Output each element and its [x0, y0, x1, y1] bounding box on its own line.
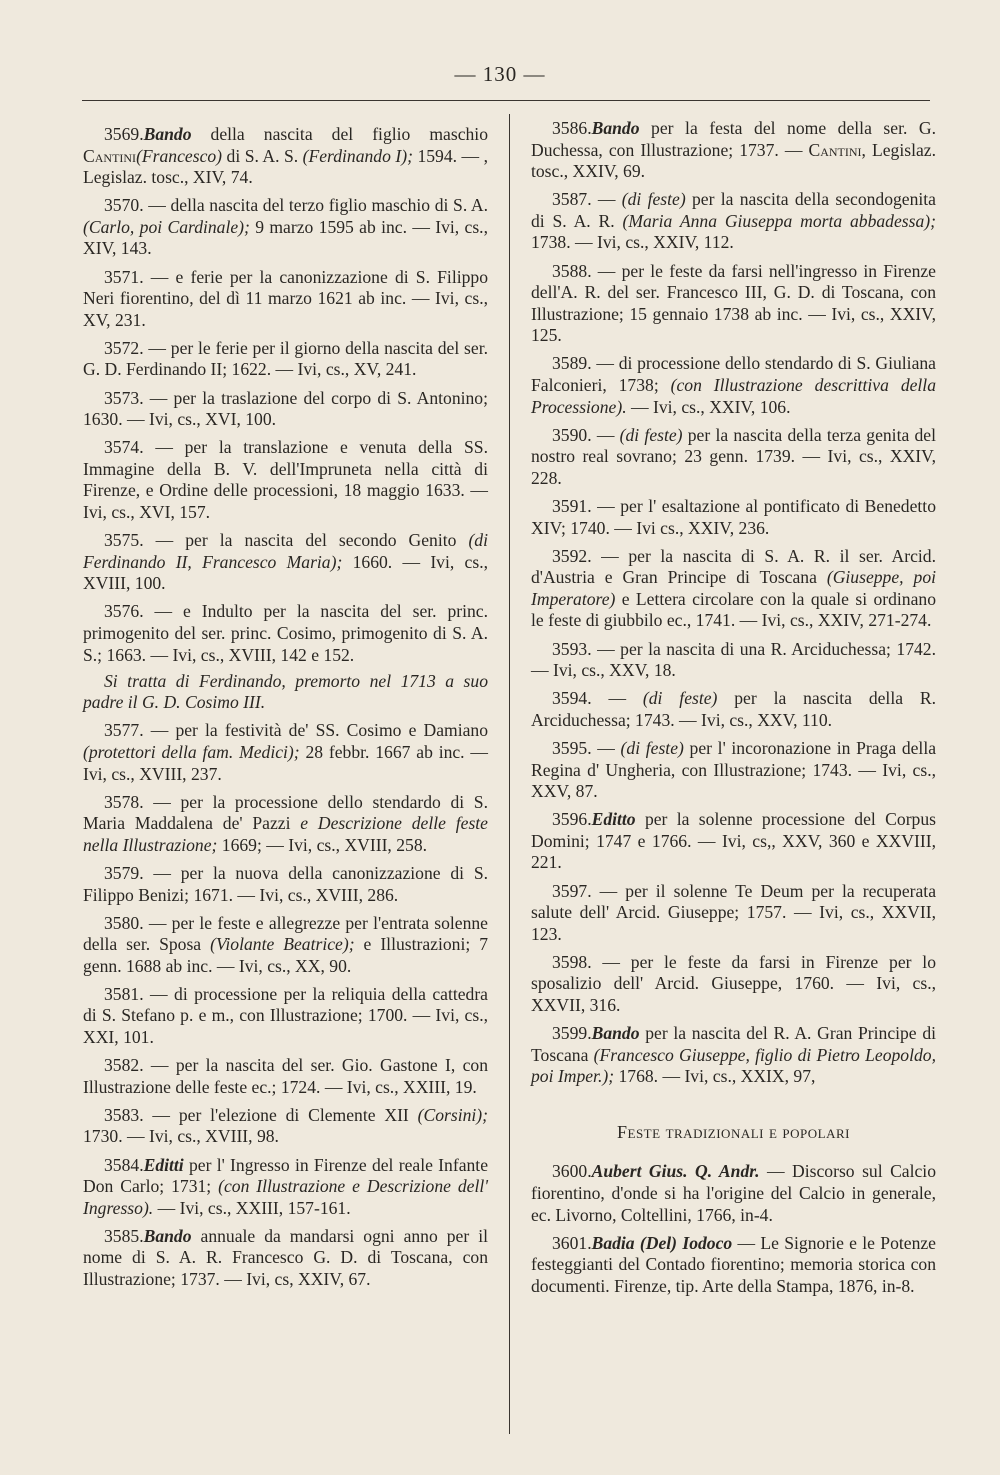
bibliography-entry [531, 738, 936, 803]
entry-number: 3587. [552, 189, 592, 210]
entry-text: — per l' esaltazione al pontificato di Benedetto XIV; 1740. — Ivi cs., XXIV, 236. [531, 496, 936, 538]
bibliography-entry [531, 353, 936, 418]
entry-note: Si tratta di Ferdinando, premorto nel 1713 a suo padre il G. D. Cosimo III. [83, 670, 488, 713]
entry-number: 3592. [552, 545, 592, 566]
entry-text: per la nascita della secondogenita di S. A. R. [531, 189, 936, 231]
entry-text: — [591, 688, 643, 709]
entry-text: di S. A. S. [222, 145, 303, 166]
entry-text: — per la festività de' SS. Cosimo e Damiano [143, 720, 488, 741]
entry-number: 3598. [552, 951, 592, 972]
entry-number: 3578. [104, 791, 144, 812]
entry-text: — per la nascita del ser. Gio. Gastone I, con Illustrazione delle feste ec.; 1724. — Ivi, cs., XXIII, 19. [83, 1055, 488, 1097]
entry-text: 1669; — Ivi, cs., XVIII, 258. [217, 834, 428, 855]
bibliography-entry [531, 881, 936, 946]
entry-text: — [591, 189, 622, 210]
entry-text: 1594. — [412, 145, 484, 166]
entry-number: 3571. [104, 266, 144, 287]
bibliography-entry [83, 388, 488, 431]
entry-text: — per la traslazione del corpo di S. Antonino; 1630. — Ivi, cs., XVI, 100. [83, 387, 488, 430]
entry-text: , Legislaz. tosc., XXIV, 69. [531, 139, 936, 182]
bibliography-entry [531, 639, 936, 682]
bibliography-entry [83, 195, 488, 260]
entry-text: 9 marzo 1595 ab inc. — Ivi, cs., XIV, 143. [83, 216, 488, 259]
entry-text: 1738. — Ivi, cs., XXIV, 112. [531, 232, 734, 253]
entry-heading: Editto [591, 809, 636, 830]
entry-number: 3597. [552, 880, 592, 901]
entry-number: 3593. [552, 638, 592, 659]
entry-text: annuale da mandarsi ogni anno per il nome di S. A. R. Francesco G. D. di Toscana, con Illustrazione; 1737. — Ivi, cs, XXIV, 67. [83, 1225, 488, 1289]
bibliography-entry [83, 984, 488, 1049]
entry-number: 3569. [104, 124, 144, 144]
entry-text: — per le feste e allegrezze per l'entrata solenne della ser. Sposa [83, 912, 488, 955]
entry-text: — di processione dello stendardo di S. Giuliana Falconieri, 1738; [531, 353, 936, 396]
entry-text: per la solenne processione del Corpus Domini; 1747 e 1766. — Ivi, cs,, XXV, 360 e XXVIII, 221. [531, 809, 936, 873]
entry-title: (con Illustrazione e Descrizione dell' Ingresso). [83, 1176, 488, 1218]
entry-number: 3581. [104, 983, 144, 1004]
bibliography-entry [83, 1226, 488, 1291]
entry-author: Cantini [83, 145, 137, 166]
entry-text: e Illustrazioni; 7 genn. 1688 ab inc. — Ivi, cs., XX, 90. [83, 934, 488, 976]
bibliography-entry [83, 267, 488, 332]
entry-author: Cantini [808, 139, 862, 160]
entry-text: per l' incoronazione in Praga della Regina d' Ungheria, con Illustrazione; 1743. — Ivi, cs., XXV, 87. [531, 737, 937, 802]
entry-text: 1730. — Ivi, cs., XVIII, 98. [83, 1126, 279, 1147]
entry-text: — per l'elezione di Clemente XII [143, 1104, 418, 1125]
entry-number: 3590. [552, 424, 592, 445]
entry-title: (di Ferdinando II, Francesco Maria); [83, 530, 488, 572]
entry-text: — e ferie per la canonizzazione di S. Filippo Neri fiorentino, del dì 11 marzo 1621 ab inc. — Ivi, cs., XV, 231. [83, 266, 488, 330]
right-column [531, 118, 936, 1304]
entry-number: 3600. [552, 1161, 592, 1182]
entry-text: — Le Signorie e le Potenze festeggianti del Contado fiorentino; memoria storica con documenti. Firenze, tip. Arte della Stampa, 1876, in-8. [531, 1232, 936, 1296]
entry-text: — di processione per la reliquia della cattedra di S. Stefano p. e m., con Illustrazione; 1700. — Ivi, cs., XXI, 101. [83, 983, 488, 1048]
entry-text: per l' Ingresso in Firenze del reale Infante Don Carlo; 1731; [83, 1154, 488, 1197]
entry-number: 3574. [104, 437, 144, 458]
bibliography-entry [83, 913, 488, 978]
entry-text: — per la nascita di una R. Arciduchessa; 1742. — Ivi, cs., XXV, 18. [531, 638, 936, 681]
entry-text: — Discorso sul Calcio fiorentino, d'onde si ha l'origine del Calcio in generale, ec. Livorno, Coltellini, 1766, in-4. [531, 1161, 936, 1225]
section-heading: Feste tradizionali e popolari [617, 1121, 850, 1142]
entry-text: — per le feste da farsi nell'ingresso in Firenze dell'A. R. del ser. Francesco III, G. D. di Toscana, con Illustrazione; 15 gennaio 1738 ab inc. — Ivi, cs., XXIV, 125. [531, 260, 936, 346]
bibliography-entry [531, 546, 936, 632]
entry-number: 3580. [104, 912, 144, 933]
entry-number: 3576. [104, 601, 144, 622]
entry-number: 3591. [552, 496, 592, 516]
bibliography-entry [531, 1023, 936, 1088]
entry-number: 3572. [104, 337, 144, 358]
entry-number: 3573. [104, 387, 144, 408]
entry-number: 3596. [552, 809, 592, 830]
entry-text: — Ivi, cs., XXIV, 106. [626, 396, 791, 417]
entry-number: 3595. [552, 737, 592, 758]
entry-heading: Bando [591, 118, 640, 138]
entry-title: (di feste) [619, 424, 683, 445]
bibliography-entry [83, 530, 488, 595]
column-divider [509, 114, 510, 1434]
entry-title: (Carlo, poi Cardinale); [83, 216, 250, 237]
entry-number: 3585. [104, 1225, 144, 1246]
entry-title: (protettori della fam. Medici); [83, 741, 300, 762]
entry-title: (Francesco) [136, 145, 223, 166]
entry-text: — Ivi, cs., XXIII, 157-161. [153, 1197, 351, 1218]
entry-title: (Giuseppe, poi Imperatore) [531, 567, 937, 609]
entry-text: — per la translazione e venuta della SS. Immagine della B. V. dell'Impruneta nella città di Firenze, e Ordine delle processioni, 18 maggio 1633. — Ivi, cs., XVI, 157. [83, 437, 488, 522]
right-column-entries-after-heading [531, 1161, 936, 1297]
entry-text: 1660. — Ivi, cs., XVIII, 100. [83, 551, 488, 594]
left-column [83, 124, 488, 1297]
bibliography-entry [83, 1055, 488, 1098]
bibliography-entry [83, 720, 488, 785]
bibliography-entry [83, 437, 488, 523]
bibliography-entry [83, 338, 488, 381]
bibliography-entry [83, 1105, 488, 1148]
bibliography-entry [83, 124, 488, 189]
entry-title: (Maria Anna Giuseppa morta abbadessa); [622, 210, 936, 231]
entry-title: (Ferdinando I); [302, 145, 413, 166]
entry-number: 3583. [104, 1104, 144, 1125]
entry-text: — per la nascita di S. A. R. il ser. Arcid. d'Austria e Gran Principe di Toscana [531, 545, 936, 588]
entry-title: (con Illustrazione descrittiva della Processione). [531, 375, 936, 417]
entry-text: 28 febbr. 1667 ab inc. — Ivi, cs., XVIII, 237. [83, 741, 488, 784]
entry-title: (di feste) [642, 688, 718, 709]
page-number: — 130 — [454, 62, 546, 86]
bibliography-entry [531, 1233, 936, 1298]
entry-text: e Lettera circolare con la quale si ordinano le feste di giubbilo ec., 1741. — Ivi, cs., XXIV, 271-274. [531, 588, 936, 631]
entry-text: per la nascita della R. Arciduchessa; 1743. — Ivi, cs., XXV, 110. [531, 688, 937, 730]
entry-number: 3601. [552, 1232, 592, 1253]
entry-number: 3586. [552, 118, 592, 138]
entry-number: 3575. [104, 530, 144, 551]
entry-text: — per il solenne Te Deum per la recuperata salute dell' Arcid. Giuseppe; 1757. — Ivi, cs., XXVII, 123. [531, 880, 936, 944]
bibliography-entry [83, 1155, 488, 1220]
entry-text: — per la nuova della canonizzazione di S. Filippo Benizi; 1671. — Ivi, cs., XVIII, 286. [83, 862, 488, 905]
bibliography-entry [531, 496, 936, 539]
entry-title: (Violante Beatrice); [210, 934, 355, 955]
entry-number: 3577. [104, 720, 144, 741]
bibliography-entry [83, 601, 488, 666]
entry-text: per la nascita del R. A. Gran Principe di Toscana [531, 1023, 936, 1065]
entry-title: e Descrizione delle feste nella Illustrazione; [83, 813, 488, 855]
entry-title: (di feste) [620, 737, 684, 758]
bibliography-entry [531, 261, 936, 347]
entry-text: — per la nascita del secondo Genito [143, 530, 469, 551]
header-rule [82, 100, 930, 101]
bibliography-entry [531, 425, 936, 490]
entry-text: — della nascita del terzo figlio maschio di S. A. [143, 195, 488, 216]
bibliography-entry [531, 189, 936, 254]
entry-text: , Legislaz. tosc., XIV, 74. [83, 145, 488, 188]
entry-title: (di feste) [621, 189, 686, 210]
bibliography-entry [83, 863, 488, 906]
entry-number: 3582. [104, 1055, 144, 1076]
entry-number: 3589. [552, 353, 592, 374]
entry-number: 3579. [104, 862, 144, 883]
entry-heading: Aubert Gius. Q. Andr. [591, 1161, 760, 1182]
entry-text: 1768. — Ivi, cs., XXIX, 97, [614, 1066, 816, 1087]
bibliography-entry [83, 792, 488, 857]
entry-heading: Editti [143, 1154, 184, 1175]
entry-text: — e Indulto per la nascita del ser. princ. primogenito del ser. princ. Cosimo, primogenito di S. A. S.; 1663. — Ivi, cs., XVIII, 142 e 152. [83, 601, 488, 665]
bibliography-entry [531, 688, 936, 731]
entry-number: 3584. [104, 1154, 144, 1175]
entry-text: per la nascita della terza genita del nostro real sovrano; 23 genn. 1739. — Ivi, cs., XXIV, 228. [531, 424, 936, 488]
entry-text: — per la processione dello stendardo di S. Maria Maddalena de' Pazzi [83, 791, 488, 834]
bibliography-entry [531, 118, 936, 183]
entry-heading: Bando [143, 124, 192, 144]
entry-number: 3588. [552, 260, 592, 281]
entry-text: — [591, 737, 621, 758]
entry-number: 3599. [552, 1023, 592, 1044]
entry-title: (Francesco Giuseppe, figlio di Pietro Leopoldo, poi Imper.); [531, 1044, 936, 1087]
entry-title: (Corsini); [417, 1104, 488, 1125]
bibliography-entry [531, 952, 936, 1017]
entry-text: per la festa del nome della ser. G. Duchessa, con Illustrazione; 1737. — [531, 118, 936, 160]
entry-text: della nascita del figlio maschio [191, 124, 488, 144]
right-column-entries [531, 118, 936, 1088]
bibliography-entry [531, 1161, 936, 1226]
entry-number: 3594. [552, 688, 592, 709]
entry-text: — per le ferie per il giorno della nascita del ser. G. D. Ferdinando II; 1622. — Ivi, cs., XV, 241. [83, 337, 488, 380]
entry-number: 3570. [104, 195, 144, 216]
entry-heading: Bando [591, 1023, 640, 1044]
entry-heading: Bando [143, 1225, 192, 1246]
entry-text: — per le feste da farsi in Firenze per lo sposalizio dell' Arcid. Giuseppe, 1760. — Ivi, cs., XXVII, 316. [531, 951, 936, 1015]
entry-text: — [591, 424, 620, 445]
bibliography-entry [531, 809, 936, 874]
entry-heading: Badia (Del) Iodoco [591, 1232, 733, 1253]
